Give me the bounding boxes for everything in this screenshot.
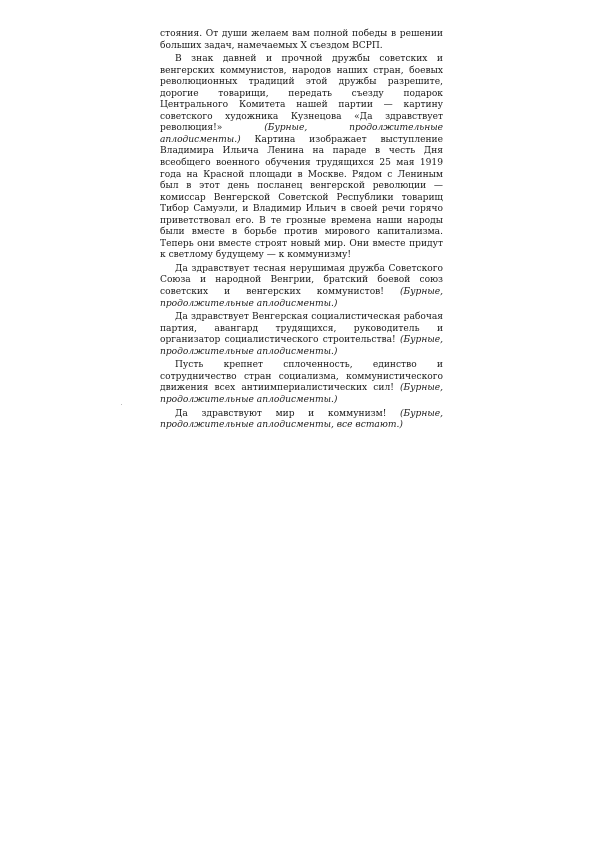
paragraph-2-tail: Картина изображает выступление Владимира Ильича Ленина на параде в честь Дня всеобщего военного обучения трудящихся 25 мая 1919 года на Красной площади в Москве. Рядом с Лениным был в этот день посланец венгерской революции — комиссар Венгерской Советской Республики товарищ Тибор Самуэли, и Владимир Ильич в своей речи горячо приветствовал его. В те грозные времена наши народы были вместе в борьбе против мирового капитализма. Теперь они вместе строят новый мир. Они вместе придут к светлому будущему — к коммунизму!: [160, 134, 443, 261]
paragraph-2-applause: (Бурные, продолжительные аплодисменты.): [160, 123, 443, 145]
paragraph-5: [160, 360, 443, 406]
paragraph-5-applause: (Бурные, продолжительные аплодисменты.): [160, 383, 443, 405]
paragraph-1-text: стояния. От души желаем вам полной победы в решении больших задач, намечаемых X съездом ВСРП.: [160, 29, 443, 51]
paragraph-1: [160, 29, 443, 52]
paragraph-4-applause: (Бурные, продолжительные аплодисменты.): [160, 335, 443, 357]
paragraph-4: [160, 312, 443, 358]
paragraph-3: [160, 264, 443, 310]
paragraph-3-applause: (Бурные, продолжительные аплодисменты.): [160, 287, 443, 309]
paragraph-2: [160, 54, 443, 262]
body-text: [160, 29, 443, 432]
paragraph-6-text: Да здравствуют мир и коммунизм!: [175, 408, 400, 419]
paragraph-5-text: Пусть крепнет сплоченность, единство и сотрудничество стран социализма, коммунистического движения всех антиимпериалистических сил!: [160, 360, 443, 394]
paragraph-2-text: В знак давней и прочной дружбы советских и венгерских коммунистов, народов наших стран, боевых революционных традиций этой дружбы разрешите, дорогие товарищи, передать съезду подарок Центрального Комитета нашей партии — картину советского художника Кузнецова «Да здравствует революция!»: [160, 54, 443, 134]
paragraph-6: [160, 409, 443, 432]
paragraph-4-text: Да здравствует Венгерская социалистическая рабочая партия, авангард трудящихся, руководитель и организатор социалистического строительства!: [160, 312, 443, 346]
paragraph-6-applause: (Бурные, продолжительные аплодисменты, все встают.): [160, 408, 443, 431]
scan-speck: [121, 404, 122, 405]
paragraph-3-text: Да здравствует тесная нерушимая дружба Советского Союза и народной Венгрии, братский боевой союз советских и венгерских коммунистов!: [160, 263, 443, 298]
